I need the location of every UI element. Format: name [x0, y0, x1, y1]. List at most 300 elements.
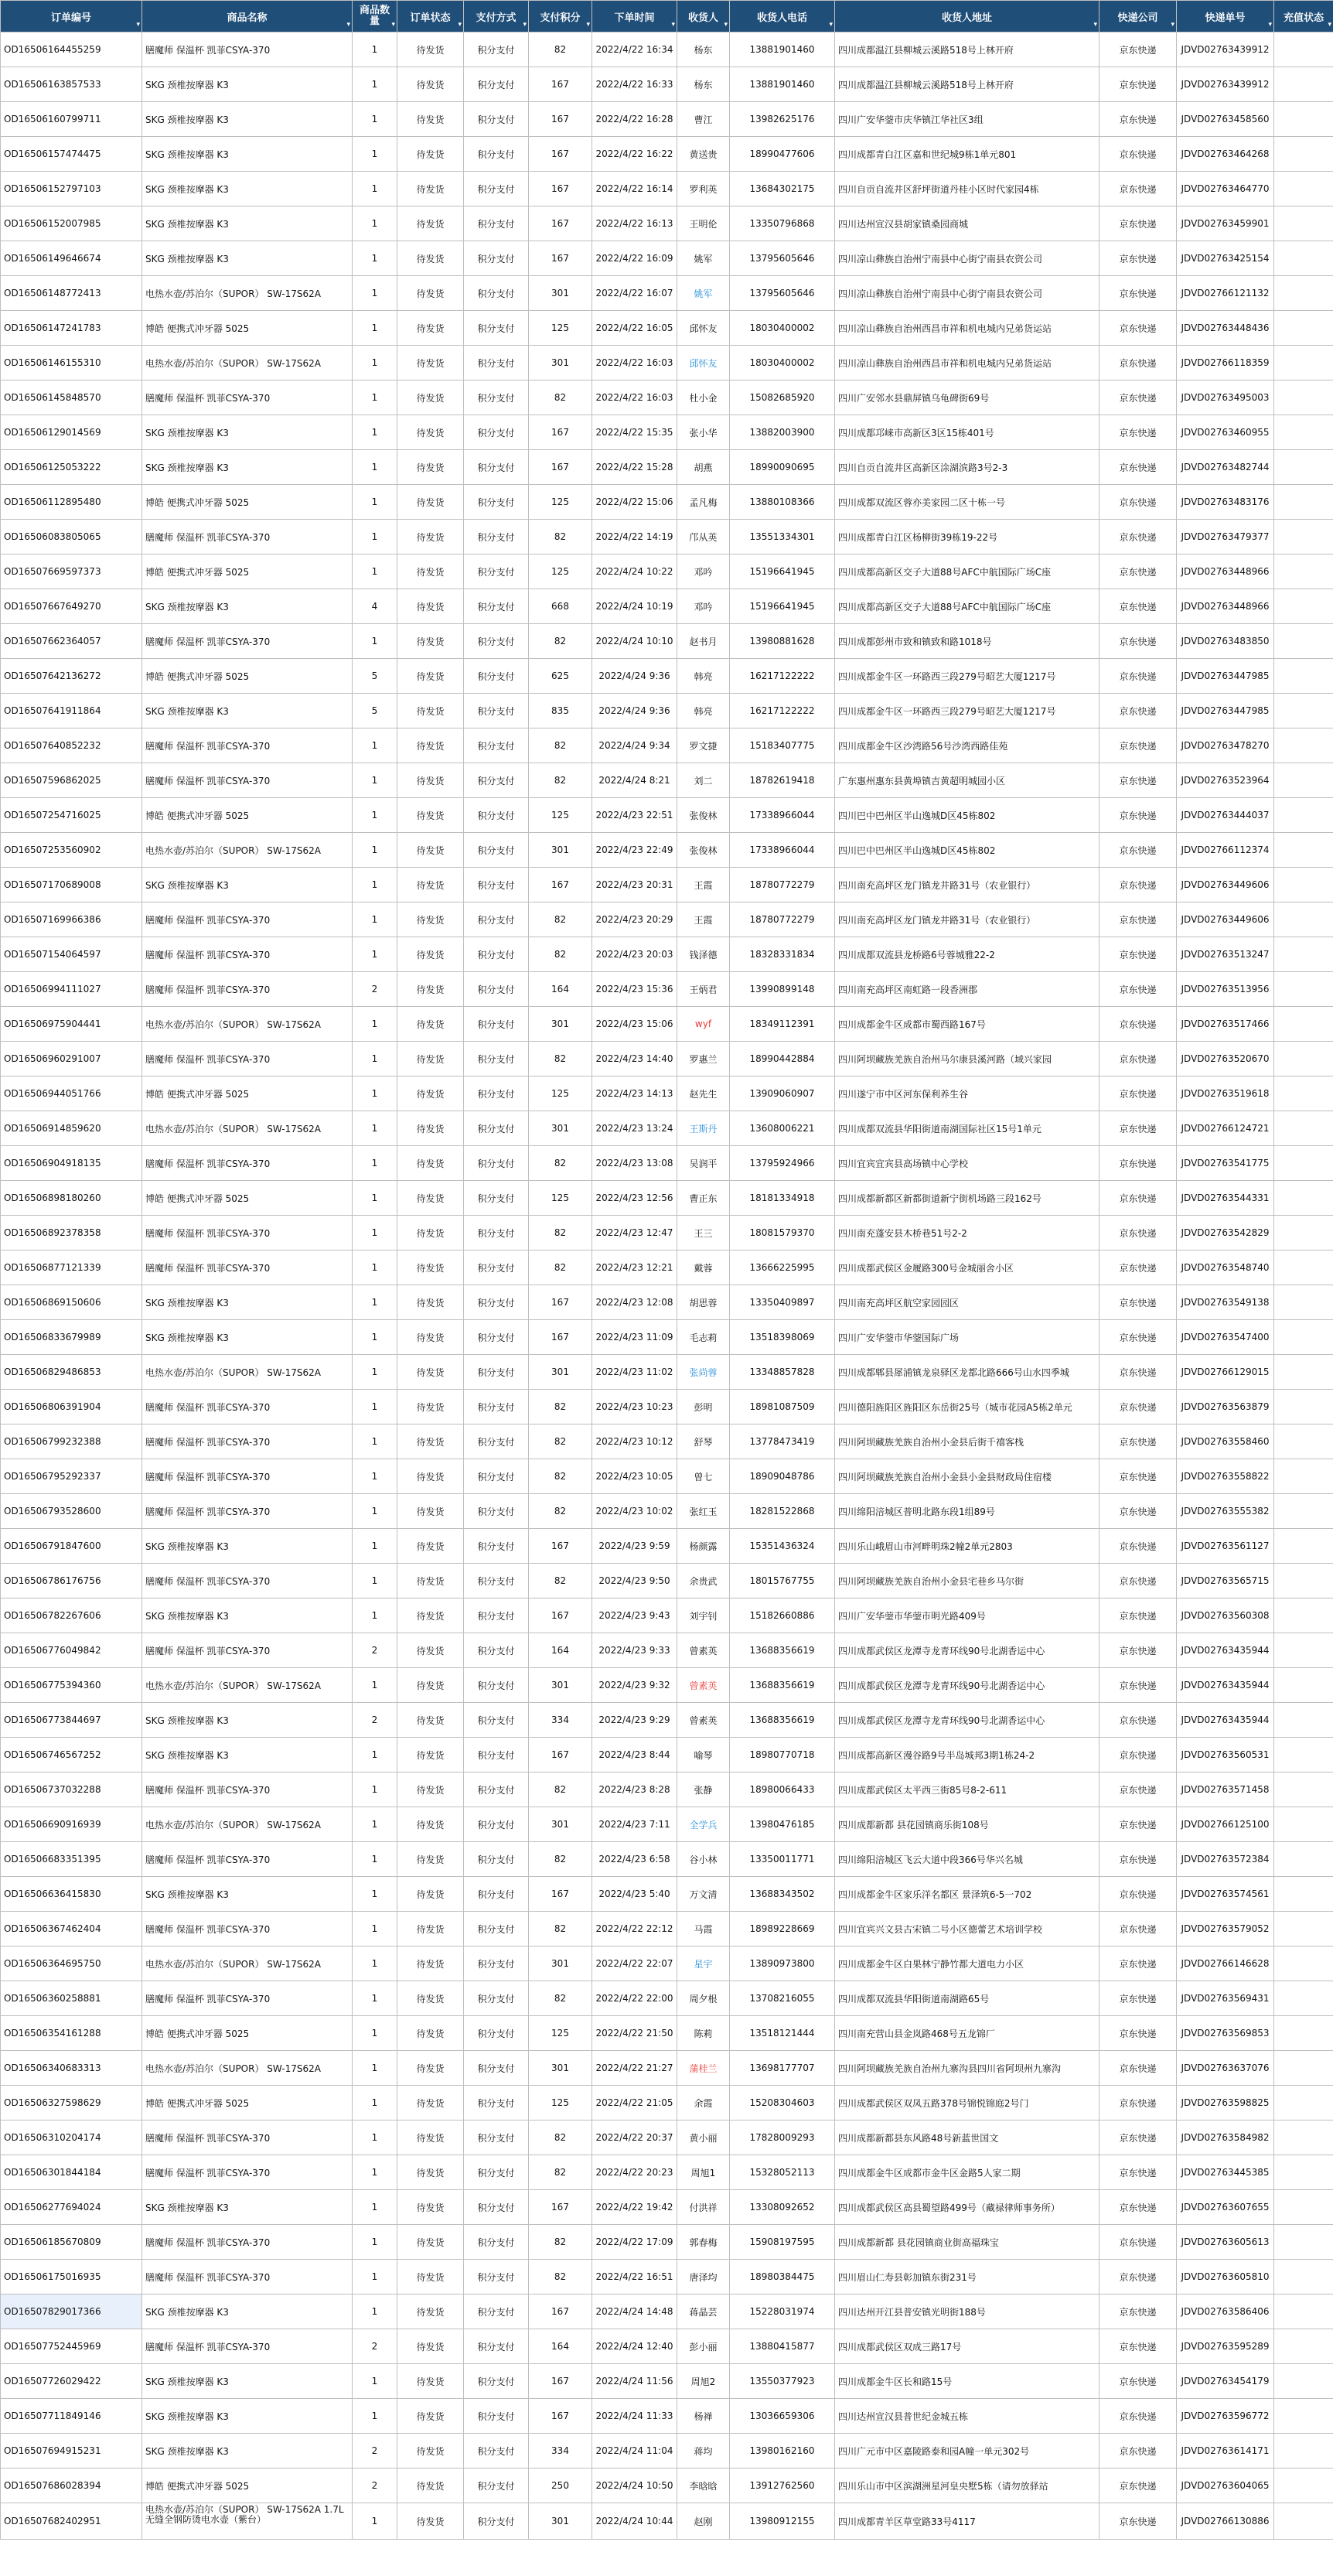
- cell-quantity[interactable]: 2: [353, 1703, 397, 1738]
- cell-receiver-address[interactable]: 四川成都新都县东风路48号新蓝世国文: [835, 2121, 1099, 2155]
- cell-courier[interactable]: 京东快递: [1099, 380, 1177, 415]
- cell-order-status[interactable]: 待发货: [397, 172, 464, 206]
- cell-order-id[interactable]: OD16506869150606: [1, 1285, 142, 1320]
- cell-product-name[interactable]: 膳魔师 保温杯 凯菲CSYA-370: [142, 1390, 353, 1424]
- cell-quantity[interactable]: 1: [353, 1598, 397, 1633]
- cell-order-status[interactable]: 待发货: [397, 2399, 464, 2434]
- cell-product-name[interactable]: SKG 颈椎按摩器 K3: [142, 694, 353, 728]
- table-row[interactable]: [1, 1564, 1333, 1598]
- cell-courier[interactable]: 京东快递: [1099, 2190, 1177, 2225]
- cell-payment-method[interactable]: 积分支付: [464, 1494, 529, 1529]
- cell-order-status[interactable]: 待发货: [397, 1320, 464, 1355]
- cell-points[interactable]: 167: [529, 415, 592, 450]
- cell-courier[interactable]: 京东快递: [1099, 1042, 1177, 1076]
- cell-receiver-phone[interactable]: 13551334301: [730, 520, 835, 554]
- cell-courier[interactable]: 京东快递: [1099, 206, 1177, 241]
- cell-receiver-address[interactable]: 四川眉山仁寿县彰加镇东街231号: [835, 2260, 1099, 2295]
- cell-points[interactable]: 82: [529, 1459, 592, 1494]
- cell-receiver-address[interactable]: 四川成都武侯区双成三路17号: [835, 2329, 1099, 2364]
- cell-order-status[interactable]: 待发货: [397, 102, 464, 137]
- cell-receiver-address[interactable]: 四川成都双流县龙桥路6号蓉城雅22-2: [835, 937, 1099, 972]
- cell-payment-method[interactable]: 积分支付: [464, 972, 529, 1007]
- cell-order-time[interactable]: 2022/4/23 20:03: [592, 937, 677, 972]
- cell-recharge-status[interactable]: [1274, 589, 1333, 624]
- cell-order-time[interactable]: 2022/4/23 12:21: [592, 1250, 677, 1285]
- cell-order-id[interactable]: OD16507640852232: [1, 728, 142, 763]
- filter-dropdown-icon[interactable]: ▾: [1171, 21, 1174, 29]
- cell-tracking-number[interactable]: JDVD02763555382: [1177, 1494, 1274, 1529]
- cell-points[interactable]: 82: [529, 380, 592, 415]
- cell-recharge-status[interactable]: [1274, 2086, 1333, 2121]
- cell-recharge-status[interactable]: [1274, 311, 1333, 346]
- cell-receiver[interactable]: 张静: [677, 1772, 730, 1807]
- cell-recharge-status[interactable]: [1274, 1146, 1333, 1181]
- cell-order-id[interactable]: OD16507686028394: [1, 2469, 142, 2503]
- cell-payment-method[interactable]: 积分支付: [464, 1181, 529, 1216]
- cell-courier[interactable]: 京东快递: [1099, 833, 1177, 868]
- cell-courier[interactable]: 京东快递: [1099, 2503, 1177, 2540]
- cell-quantity[interactable]: 1: [353, 2190, 397, 2225]
- cell-quantity[interactable]: 1: [353, 1459, 397, 1494]
- cell-order-status[interactable]: 待发货: [397, 2225, 464, 2260]
- cell-order-time[interactable]: 2022/4/22 16:28: [592, 102, 677, 137]
- cell-receiver-phone[interactable]: 13708216055: [730, 1981, 835, 2016]
- cell-order-time[interactable]: 2022/4/22 22:12: [592, 1912, 677, 1947]
- cell-product-name[interactable]: 博皓 便携式冲牙器 5025: [142, 659, 353, 694]
- cell-receiver-address[interactable]: 四川达州宣汉县普世纪金城五栋: [835, 2399, 1099, 2434]
- cell-courier[interactable]: 京东快递: [1099, 1181, 1177, 1216]
- cell-courier[interactable]: 京东快递: [1099, 1076, 1177, 1111]
- cell-receiver-address[interactable]: 四川广安华蓥市华蓥国际广场: [835, 1320, 1099, 1355]
- column-header-quantity[interactable]: [353, 1, 397, 32]
- cell-order-id[interactable]: OD16506277694024: [1, 2190, 142, 2225]
- cell-receiver-phone[interactable]: 18780772279: [730, 868, 835, 902]
- cell-points[interactable]: 625: [529, 659, 592, 694]
- cell-order-status[interactable]: 待发货: [397, 937, 464, 972]
- cell-receiver-address[interactable]: 四川阿坝藏族羌族自治州九寨沟县四川省阿坝州九寨沟: [835, 2051, 1099, 2086]
- cell-payment-method[interactable]: 积分支付: [464, 1076, 529, 1111]
- cell-points[interactable]: 301: [529, 1807, 592, 1842]
- cell-tracking-number[interactable]: JDVD02763605810: [1177, 2260, 1274, 2295]
- column-header-order-id[interactable]: [1, 1, 142, 32]
- cell-receiver[interactable]: 付洪祥: [677, 2190, 730, 2225]
- cell-receiver-phone[interactable]: 18081579370: [730, 1216, 835, 1250]
- cell-recharge-status[interactable]: [1274, 2469, 1333, 2503]
- cell-receiver-phone[interactable]: 13881901460: [730, 67, 835, 102]
- cell-payment-method[interactable]: 积分支付: [464, 2121, 529, 2155]
- table-row[interactable]: [1, 241, 1333, 276]
- cell-receiver[interactable]: 姚军: [677, 241, 730, 276]
- cell-payment-method[interactable]: 积分支付: [464, 102, 529, 137]
- table-row[interactable]: [1, 2399, 1333, 2434]
- cell-product-name[interactable]: 膳魔师 保温杯 凯菲CSYA-370: [142, 972, 353, 1007]
- cell-receiver[interactable]: 邓吟: [677, 589, 730, 624]
- cell-quantity[interactable]: 1: [353, 1981, 397, 2016]
- cell-tracking-number[interactable]: JDVD02763513956: [1177, 972, 1274, 1007]
- cell-order-id[interactable]: OD16506164455259: [1, 32, 142, 67]
- cell-order-id[interactable]: OD16507154064597: [1, 937, 142, 972]
- cell-tracking-number[interactable]: JDVD02763479377: [1177, 520, 1274, 554]
- table-row[interactable]: [1, 1772, 1333, 1807]
- cell-order-time[interactable]: 2022/4/23 7:11: [592, 1807, 677, 1842]
- cell-receiver-address[interactable]: 四川阿坝藏族羌族自治州小金县小金县财政局住宿楼: [835, 1459, 1099, 1494]
- cell-quantity[interactable]: 1: [353, 1285, 397, 1320]
- cell-receiver-phone[interactable]: 15196641945: [730, 554, 835, 589]
- cell-points[interactable]: 125: [529, 485, 592, 520]
- cell-order-time[interactable]: 2022/4/23 6:58: [592, 1842, 677, 1877]
- cell-order-id[interactable]: OD16507829017366: [1, 2295, 142, 2329]
- cell-receiver-address[interactable]: 四川成都武侯区金履路300号金城丽舍小区: [835, 1250, 1099, 1285]
- cell-receiver[interactable]: 赵书月: [677, 624, 730, 659]
- cell-receiver-phone[interactable]: 13350011771: [730, 1842, 835, 1877]
- cell-tracking-number[interactable]: JDVD02763445385: [1177, 2155, 1274, 2190]
- cell-order-time[interactable]: 2022/4/22 16:33: [592, 67, 677, 102]
- cell-receiver[interactable]: 蒋晶芸: [677, 2295, 730, 2329]
- cell-tracking-number[interactable]: JDVD02763523964: [1177, 763, 1274, 798]
- cell-points[interactable]: 167: [529, 137, 592, 172]
- cell-quantity[interactable]: 1: [353, 2121, 397, 2155]
- cell-order-time[interactable]: 2022/4/23 12:47: [592, 1216, 677, 1250]
- cell-courier[interactable]: 京东快递: [1099, 2260, 1177, 2295]
- cell-receiver-address[interactable]: 四川凉山彝族自治州西昌市祥和机电城内兄弟货运站: [835, 346, 1099, 380]
- cell-points[interactable]: 167: [529, 1877, 592, 1912]
- cell-order-status[interactable]: 待发货: [397, 1111, 464, 1146]
- cell-order-id[interactable]: OD16506795292337: [1, 1459, 142, 1494]
- cell-order-time[interactable]: 2022/4/22 21:27: [592, 2051, 677, 2086]
- cell-product-name[interactable]: SKG 颈椎按摩器 K3: [142, 2190, 353, 2225]
- cell-courier[interactable]: 京东快递: [1099, 276, 1177, 311]
- cell-receiver[interactable]: 邱怀友: [677, 346, 730, 380]
- column-header-courier[interactable]: [1099, 1, 1177, 32]
- cell-recharge-status[interactable]: [1274, 2051, 1333, 2086]
- cell-points[interactable]: 250: [529, 2469, 592, 2503]
- table-row[interactable]: [1, 172, 1333, 206]
- cell-courier[interactable]: 京东快递: [1099, 589, 1177, 624]
- cell-courier[interactable]: 京东快递: [1099, 659, 1177, 694]
- cell-points[interactable]: 82: [529, 1912, 592, 1947]
- cell-receiver-address[interactable]: 四川成都郫县犀浦镇龙泉驿区龙都北路666号山水四季城: [835, 1355, 1099, 1390]
- cell-receiver[interactable]: 张红玉: [677, 1494, 730, 1529]
- cell-recharge-status[interactable]: [1274, 1633, 1333, 1668]
- cell-quantity[interactable]: 1: [353, 102, 397, 137]
- filter-dropdown-icon[interactable]: ▾: [1268, 21, 1272, 29]
- cell-courier[interactable]: 京东快递: [1099, 1668, 1177, 1703]
- cell-order-id[interactable]: OD16506175016935: [1, 2260, 142, 2295]
- cell-product-name[interactable]: 膳魔师 保温杯 凯菲CSYA-370: [142, 520, 353, 554]
- cell-recharge-status[interactable]: [1274, 1598, 1333, 1633]
- cell-receiver-address[interactable]: 四川广安华蓥市庆华镇江华社区3组: [835, 102, 1099, 137]
- cell-points[interactable]: 125: [529, 554, 592, 589]
- cell-receiver[interactable]: 舒琴: [677, 1424, 730, 1459]
- cell-order-id[interactable]: OD16506083805065: [1, 520, 142, 554]
- cell-order-time[interactable]: 2022/4/23 14:40: [592, 1042, 677, 1076]
- cell-receiver-address[interactable]: 四川成都邛崃市高新区3区15栋401号: [835, 415, 1099, 450]
- column-header-receiver-phone[interactable]: [730, 1, 835, 32]
- cell-receiver-phone[interactable]: 13308092652: [730, 2190, 835, 2225]
- cell-points[interactable]: 82: [529, 2121, 592, 2155]
- cell-product-name[interactable]: 膳魔师 保温杯 凯菲CSYA-370: [142, 1250, 353, 1285]
- cell-payment-method[interactable]: 积分支付: [464, 1146, 529, 1181]
- cell-tracking-number[interactable]: JDVD02763605613: [1177, 2225, 1274, 2260]
- table-row[interactable]: [1, 2469, 1333, 2503]
- cell-payment-method[interactable]: 积分支付: [464, 67, 529, 102]
- cell-order-status[interactable]: 待发货: [397, 2329, 464, 2364]
- table-row[interactable]: [1, 520, 1333, 554]
- table-row[interactable]: [1, 346, 1333, 380]
- cell-tracking-number[interactable]: JDVD02763547400: [1177, 1320, 1274, 1355]
- cell-order-status[interactable]: 待发货: [397, 1076, 464, 1111]
- cell-receiver[interactable]: 张俊林: [677, 798, 730, 833]
- cell-receiver[interactable]: 王三: [677, 1216, 730, 1250]
- column-header-receiver-address[interactable]: [835, 1, 1099, 32]
- cell-receiver[interactable]: 杜小金: [677, 380, 730, 415]
- cell-receiver-address[interactable]: 四川成都金牛区一环路西三段279号昭艺大厦1217号: [835, 659, 1099, 694]
- cell-points[interactable]: 167: [529, 1529, 592, 1564]
- cell-order-time[interactable]: 2022/4/24 11:33: [592, 2399, 677, 2434]
- cell-receiver-phone[interactable]: 13880108366: [730, 485, 835, 520]
- cell-order-time[interactable]: 2022/4/22 16:03: [592, 346, 677, 380]
- cell-receiver[interactable]: 张尚蓉: [677, 1355, 730, 1390]
- cell-receiver-phone[interactable]: 13518398069: [730, 1320, 835, 1355]
- cell-product-name[interactable]: SKG 颈椎按摩器 K3: [142, 137, 353, 172]
- cell-receiver-address[interactable]: 四川成都金牛区家乐洋名都区 景泽筑6-5一702: [835, 1877, 1099, 1912]
- cell-quantity[interactable]: 1: [353, 2399, 397, 2434]
- table-row[interactable]: [1, 2016, 1333, 2051]
- cell-recharge-status[interactable]: [1274, 1390, 1333, 1424]
- table-row[interactable]: [1, 902, 1333, 937]
- cell-receiver-phone[interactable]: 13880415877: [730, 2329, 835, 2364]
- cell-points[interactable]: 82: [529, 763, 592, 798]
- cell-order-status[interactable]: 待发货: [397, 1633, 464, 1668]
- cell-product-name[interactable]: SKG 颈椎按摩器 K3: [142, 868, 353, 902]
- cell-tracking-number[interactable]: JDVD02763517466: [1177, 1007, 1274, 1042]
- cell-recharge-status[interactable]: [1274, 450, 1333, 485]
- cell-courier[interactable]: 京东快递: [1099, 1459, 1177, 1494]
- cell-recharge-status[interactable]: [1274, 2295, 1333, 2329]
- cell-courier[interactable]: 京东快递: [1099, 1912, 1177, 1947]
- cell-receiver-phone[interactable]: 13980912155: [730, 2503, 835, 2540]
- cell-product-name[interactable]: SKG 颈椎按摩器 K3: [142, 1529, 353, 1564]
- cell-order-status[interactable]: 待发货: [397, 1668, 464, 1703]
- cell-product-name[interactable]: 电热水壶/苏泊尔（SUPOR） SW-17S62A: [142, 2051, 353, 2086]
- cell-order-status[interactable]: 待发货: [397, 450, 464, 485]
- cell-quantity[interactable]: 1: [353, 1146, 397, 1181]
- cell-receiver-address[interactable]: 四川宜宾兴文县古宋镇二号小区德蕾艺术培训学校: [835, 1912, 1099, 1947]
- cell-order-status[interactable]: 待发货: [397, 1285, 464, 1320]
- cell-payment-method[interactable]: 积分支付: [464, 554, 529, 589]
- cell-points[interactable]: 167: [529, 1320, 592, 1355]
- table-row[interactable]: [1, 2364, 1333, 2399]
- cell-points[interactable]: 164: [529, 2329, 592, 2364]
- cell-receiver-phone[interactable]: 18349112391: [730, 1007, 835, 1042]
- cell-payment-method[interactable]: 积分支付: [464, 1633, 529, 1668]
- cell-receiver-phone[interactable]: 13688356619: [730, 1668, 835, 1703]
- table-row[interactable]: [1, 1842, 1333, 1877]
- cell-payment-method[interactable]: 积分支付: [464, 1807, 529, 1842]
- cell-tracking-number[interactable]: JDVD02763447985: [1177, 694, 1274, 728]
- cell-order-time[interactable]: 2022/4/22 16:34: [592, 32, 677, 67]
- cell-order-id[interactable]: OD16506904918135: [1, 1146, 142, 1181]
- cell-tracking-number[interactable]: JDVD02763458560: [1177, 102, 1274, 137]
- cell-points[interactable]: 82: [529, 32, 592, 67]
- cell-order-id[interactable]: OD16506364695750: [1, 1947, 142, 1981]
- cell-receiver-phone[interactable]: 18981087509: [730, 1390, 835, 1424]
- cell-receiver[interactable]: 杨东: [677, 32, 730, 67]
- cell-order-status[interactable]: 待发货: [397, 2434, 464, 2469]
- cell-recharge-status[interactable]: [1274, 1007, 1333, 1042]
- column-header-order-status[interactable]: [397, 1, 464, 32]
- cell-receiver[interactable]: 彭小丽: [677, 2329, 730, 2364]
- cell-payment-method[interactable]: 积分支付: [464, 380, 529, 415]
- cell-product-name[interactable]: 膳魔师 保温杯 凯菲CSYA-370: [142, 2260, 353, 2295]
- cell-recharge-status[interactable]: [1274, 1564, 1333, 1598]
- cell-receiver-phone[interactable]: 13795605646: [730, 241, 835, 276]
- cell-product-name[interactable]: 博皓 便携式冲牙器 5025: [142, 798, 353, 833]
- cell-payment-method[interactable]: 积分支付: [464, 1216, 529, 1250]
- cell-receiver-phone[interactable]: 18030400002: [730, 346, 835, 380]
- cell-receiver[interactable]: 王霞: [677, 902, 730, 937]
- cell-order-id[interactable]: OD16506149646674: [1, 241, 142, 276]
- cell-order-status[interactable]: 待发货: [397, 1355, 464, 1390]
- cell-receiver-phone[interactable]: 18990477606: [730, 137, 835, 172]
- table-row[interactable]: [1, 1355, 1333, 1390]
- cell-receiver[interactable]: 胡思蓉: [677, 1285, 730, 1320]
- column-header-receiver[interactable]: [677, 1, 730, 32]
- cell-receiver[interactable]: 曹江: [677, 102, 730, 137]
- cell-quantity[interactable]: 1: [353, 1111, 397, 1146]
- filter-dropdown-icon[interactable]: ▾: [724, 21, 728, 29]
- cell-receiver-phone[interactable]: 13882003900: [730, 415, 835, 450]
- cell-quantity[interactable]: 1: [353, 1355, 397, 1390]
- cell-order-id[interactable]: OD16506829486853: [1, 1355, 142, 1390]
- table-row[interactable]: [1, 1947, 1333, 1981]
- cell-order-status[interactable]: 待发货: [397, 1842, 464, 1877]
- cell-tracking-number[interactable]: JDVD02763448966: [1177, 554, 1274, 589]
- cell-quantity[interactable]: 1: [353, 450, 397, 485]
- cell-receiver-phone[interactable]: 13698177707: [730, 2051, 835, 2086]
- cell-order-time[interactable]: 2022/4/23 10:23: [592, 1390, 677, 1424]
- cell-product-name[interactable]: 博皓 便携式冲牙器 5025: [142, 2016, 353, 2051]
- cell-payment-method[interactable]: 积分支付: [464, 1250, 529, 1285]
- cell-order-time[interactable]: 2022/4/24 9:36: [592, 694, 677, 728]
- table-row[interactable]: [1, 1007, 1333, 1042]
- cell-recharge-status[interactable]: [1274, 380, 1333, 415]
- cell-receiver-address[interactable]: 四川成都彭州市致和镇致和路1018号: [835, 624, 1099, 659]
- cell-product-name[interactable]: 电热水壶/苏泊尔（SUPOR） SW-17S62A: [142, 1111, 353, 1146]
- cell-payment-method[interactable]: 积分支付: [464, 1007, 529, 1042]
- cell-payment-method[interactable]: 积分支付: [464, 2016, 529, 2051]
- cell-order-id[interactable]: OD16507596862025: [1, 763, 142, 798]
- cell-recharge-status[interactable]: [1274, 728, 1333, 763]
- cell-receiver-phone[interactable]: 18015767755: [730, 1564, 835, 1598]
- cell-order-id[interactable]: OD16506148772413: [1, 276, 142, 311]
- cell-receiver[interactable]: 万文清: [677, 1877, 730, 1912]
- cell-tracking-number[interactable]: JDVD02763574561: [1177, 1877, 1274, 1912]
- cell-order-status[interactable]: 待发货: [397, 694, 464, 728]
- cell-order-status[interactable]: 待发货: [397, 868, 464, 902]
- column-header-product-name[interactable]: [142, 1, 353, 32]
- cell-receiver-phone[interactable]: 15228031974: [730, 2295, 835, 2329]
- cell-order-id[interactable]: OD16506775394360: [1, 1668, 142, 1703]
- cell-recharge-status[interactable]: [1274, 346, 1333, 380]
- cell-receiver-address[interactable]: 四川成都新都区新都街道新宁街机场路三段162号: [835, 1181, 1099, 1216]
- cell-product-name[interactable]: 膳魔师 保温杯 凯菲CSYA-370: [142, 1424, 353, 1459]
- cell-quantity[interactable]: 1: [353, 1007, 397, 1042]
- cell-recharge-status[interactable]: [1274, 1877, 1333, 1912]
- cell-order-time[interactable]: 2022/4/22 15:35: [592, 415, 677, 450]
- cell-courier[interactable]: 京东快递: [1099, 67, 1177, 102]
- cell-payment-method[interactable]: 积分支付: [464, 346, 529, 380]
- cell-product-name[interactable]: SKG 颈椎按摩器 K3: [142, 241, 353, 276]
- cell-points[interactable]: 125: [529, 798, 592, 833]
- cell-points[interactable]: 82: [529, 1216, 592, 1250]
- cell-points[interactable]: 301: [529, 1355, 592, 1390]
- cell-receiver-address[interactable]: 四川达州宣汉县胡家镇桑园商城: [835, 206, 1099, 241]
- cell-order-status[interactable]: 待发货: [397, 798, 464, 833]
- cell-payment-method[interactable]: 积分支付: [464, 589, 529, 624]
- cell-receiver-address[interactable]: 四川成都金牛区一环路西三段279号昭艺大厦1217号: [835, 694, 1099, 728]
- cell-recharge-status[interactable]: [1274, 2364, 1333, 2399]
- table-row[interactable]: [1, 415, 1333, 450]
- cell-quantity[interactable]: 2: [353, 2469, 397, 2503]
- cell-tracking-number[interactable]: JDVD02766129015: [1177, 1355, 1274, 1390]
- filter-dropdown-icon[interactable]: ▾: [829, 21, 833, 29]
- cell-order-id[interactable]: OD16506354161288: [1, 2016, 142, 2051]
- cell-order-time[interactable]: 2022/4/23 9:59: [592, 1529, 677, 1564]
- cell-order-time[interactable]: 2022/4/22 21:05: [592, 2086, 677, 2121]
- cell-points[interactable]: 82: [529, 1146, 592, 1181]
- cell-courier[interactable]: 京东快递: [1099, 868, 1177, 902]
- cell-receiver[interactable]: 郭春梅: [677, 2225, 730, 2260]
- cell-product-name[interactable]: SKG 颈椎按摩器 K3: [142, 1738, 353, 1772]
- cell-points[interactable]: 82: [529, 1981, 592, 2016]
- cell-quantity[interactable]: 1: [353, 172, 397, 206]
- cell-order-status[interactable]: 待发货: [397, 241, 464, 276]
- cell-payment-method[interactable]: 积分支付: [464, 2155, 529, 2190]
- cell-tracking-number[interactable]: JDVD02763495003: [1177, 380, 1274, 415]
- cell-product-name[interactable]: SKG 颈椎按摩器 K3: [142, 450, 353, 485]
- cell-product-name[interactable]: 博皓 便携式冲牙器 5025: [142, 1181, 353, 1216]
- cell-order-time[interactable]: 2022/4/23 10:05: [592, 1459, 677, 1494]
- cell-order-time[interactable]: 2022/4/23 12:56: [592, 1181, 677, 1216]
- cell-receiver-phone[interactable]: 15351436324: [730, 1529, 835, 1564]
- cell-tracking-number[interactable]: JDVD02766125100: [1177, 1807, 1274, 1842]
- cell-quantity[interactable]: 1: [353, 311, 397, 346]
- cell-courier[interactable]: 京东快递: [1099, 1216, 1177, 1250]
- cell-product-name[interactable]: 膳魔师 保温杯 凯菲CSYA-370: [142, 2225, 353, 2260]
- cell-tracking-number[interactable]: JDVD02763483176: [1177, 485, 1274, 520]
- table-row[interactable]: [1, 1598, 1333, 1633]
- cell-receiver-phone[interactable]: 16217122222: [730, 694, 835, 728]
- cell-courier[interactable]: 京东快递: [1099, 1738, 1177, 1772]
- cell-recharge-status[interactable]: [1274, 2121, 1333, 2155]
- cell-order-time[interactable]: 2022/4/22 16:05: [592, 311, 677, 346]
- cell-courier[interactable]: 京东快递: [1099, 1390, 1177, 1424]
- cell-payment-method[interactable]: 积分支付: [464, 172, 529, 206]
- cell-points[interactable]: 301: [529, 1947, 592, 1981]
- cell-recharge-status[interactable]: [1274, 415, 1333, 450]
- cell-order-id[interactable]: OD16506776049842: [1, 1633, 142, 1668]
- cell-receiver[interactable]: 罗文捷: [677, 728, 730, 763]
- cell-courier[interactable]: 京东快递: [1099, 1494, 1177, 1529]
- cell-tracking-number[interactable]: JDVD02763464770: [1177, 172, 1274, 206]
- cell-product-name[interactable]: 膳魔师 保温杯 凯菲CSYA-370: [142, 763, 353, 798]
- cell-receiver-address[interactable]: 四川巴中巴州区半山逸城D区45栋802: [835, 798, 1099, 833]
- cell-product-name[interactable]: 电热水壶/苏泊尔（SUPOR） SW-17S62A: [142, 1947, 353, 1981]
- cell-recharge-status[interactable]: [1274, 206, 1333, 241]
- cell-receiver-address[interactable]: 四川自贡自流井区舒坪街道丹桂小区时代家园4栋: [835, 172, 1099, 206]
- cell-order-id[interactable]: OD16507667649270: [1, 589, 142, 624]
